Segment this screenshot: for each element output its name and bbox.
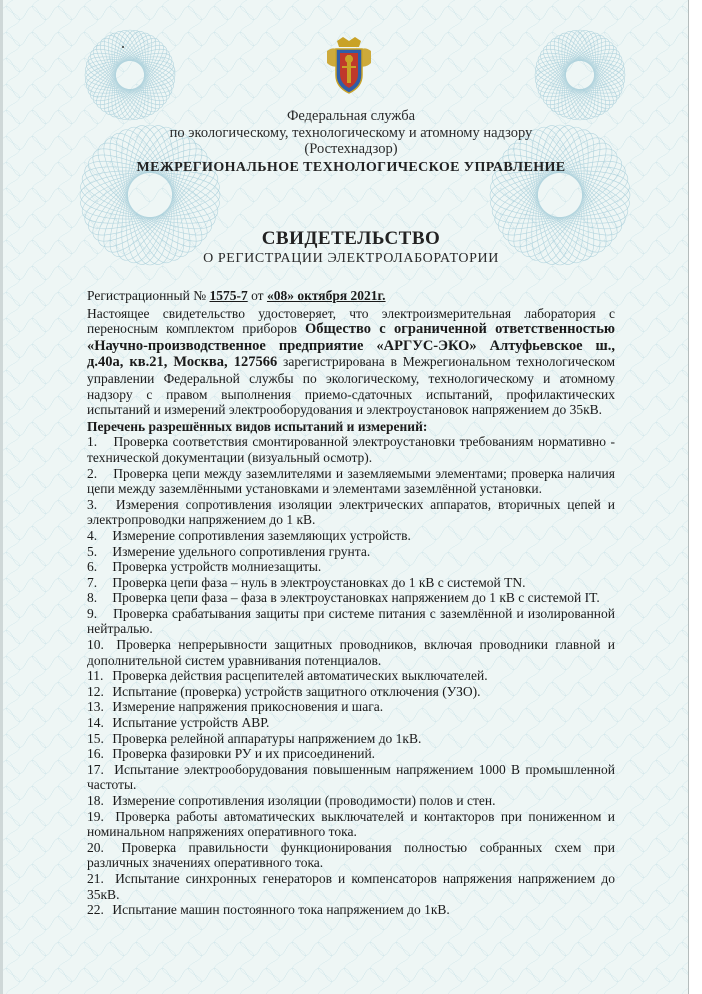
test-item (87, 497, 615, 528)
test-item-number: 11. (87, 668, 104, 684)
issuing-authority-header (0, 108, 702, 176)
test-item (87, 731, 615, 747)
test-item-number: 15. (87, 730, 104, 746)
test-item-text: Проверка правильности функционирования полностью собранных схем при различных значениях оперативного тока. (87, 839, 616, 871)
certificate-subtitle: О РЕГИСТРАЦИИ ЭЛЕКТРОЛАБОРАТОРИИ (203, 251, 499, 266)
test-item-text: Измерение сопротивления заземляющих устройств. (112, 527, 411, 543)
test-item (87, 684, 615, 700)
test-item (87, 544, 615, 560)
test-item-text: Проверка работы автоматических выключателей и контакторов при пониженном и номинальном напряжениях оперативного тока. (87, 808, 616, 840)
test-item-number: 16. (87, 746, 104, 762)
test-item-text: Проверка цепи фаза – нуль в электроустановках до 1 кВ с системой TN. (112, 574, 526, 590)
registration-line (87, 288, 615, 304)
test-item-number: 6. (87, 559, 98, 575)
test-item (87, 559, 615, 575)
test-item (87, 902, 615, 918)
test-item-number: 7. (87, 574, 98, 590)
test-item-text: Измерение сопротивления изоляции (проводимости) полов и стен. (112, 793, 496, 808)
test-item-number: 13. (87, 699, 104, 715)
tests-list (87, 434, 615, 917)
test-item-text: Проверка устройств молниезащиты. (112, 559, 322, 575)
test-item-text: Испытание синхронных генераторов и компенсаторов напряжения напряжением до 35кВ. (87, 870, 615, 902)
certificate-title: СВИДЕТЕЛЬСТВО (261, 228, 441, 249)
test-item-text: Проверка фазировки РУ и их присоединений. (112, 746, 376, 762)
test-item-text: Измерение напряжения прикосновения и шага. (112, 699, 384, 715)
statement-rest: зарегистрирована в Межрегиональном технологическом управлении Федеральной службы по экологическому, технологическому и атомному надзору с правом выполнения приемо-сдаточных испытаний, профилактических испытаний и измерений электрооборудования и электроустановок напряжением до 35кВ. (87, 354, 616, 418)
registration-from: от (251, 288, 264, 303)
test-item (87, 871, 615, 902)
test-item-text: Испытание машин постоянного тока напряжением до 1кВ. (112, 902, 450, 918)
certificate-body (87, 288, 615, 918)
test-item (87, 762, 615, 793)
test-item-text: Испытание электрооборудования повышенным напряжением 1000 В промышленной частоты. (87, 761, 615, 793)
test-item-text: Испытание устройств АВР. (112, 715, 270, 731)
rostekhnadzor-emblem-icon (323, 35, 375, 97)
test-item-text: Проверка цепи фаза – фаза в электроустановках напряжением до 1 кВ с системой IT. (112, 590, 600, 606)
test-item-number: 10. (87, 637, 104, 653)
tests-list-heading: Перечень разрешённых видов испытаний и измерений: (87, 418, 428, 434)
test-item-number: 20. (87, 839, 104, 855)
test-item-number: 14. (87, 715, 104, 731)
department-name: МЕЖРЕГИОНАЛЬНОЕ ТЕХНОЛОГИЧЕСКОЕ УПРАВЛЕНИЕ (136, 159, 566, 175)
test-item-text: Проверка цепи между заземлителями и заземляемыми элементами; проверка наличия цепи между заземлёнными установками и элементами заземлённой установки. (87, 465, 615, 497)
test-item-text: Проверка срабатывания защиты при системе питания с заземлённой и изолированной нейтралью. (87, 605, 615, 637)
certificate-title-block (0, 228, 702, 267)
test-item (87, 637, 615, 668)
test-item (87, 746, 615, 762)
test-item-number: 19. (87, 808, 104, 824)
test-item-text: Измерение удельного сопротивления грунта. (112, 543, 371, 559)
test-item (87, 715, 615, 731)
test-item-text: Измерения сопротивления изоляции электрических аппаратов, вторичных цепей и электропроводки напряжением до 1 кВ. (87, 496, 616, 528)
test-item-number: 5. (87, 543, 98, 559)
test-item-number: 3. (87, 496, 98, 512)
test-item-number: 22. (87, 902, 104, 918)
statement-intro: Настоящее свидетельство удостоверяет, что электроизмерительная лаборатория с переносным комплектом приборов (87, 305, 615, 337)
test-item-number: 2. (87, 465, 98, 481)
registration-number: 1575-7 (209, 288, 248, 303)
scan-speck (122, 46, 124, 48)
test-item (87, 528, 615, 544)
test-item-number: 8. (87, 590, 98, 606)
test-item (87, 668, 615, 684)
test-item-number: 4. (87, 527, 98, 543)
test-item-text: Проверка действия расцепителей автоматических выключателей. (112, 668, 488, 684)
agency-name-line1: Федеральная служба (286, 108, 416, 124)
test-item-number: 17. (87, 761, 104, 777)
test-item (87, 606, 615, 637)
test-item (87, 575, 615, 591)
test-item (87, 699, 615, 715)
test-item-number: 18. (87, 793, 104, 808)
test-item-text: Проверка соответствия смонтированной электроустановки требованиям нормативно - технической документации (визуальный осмотр). (87, 434, 616, 465)
test-item-text: Проверка релейной аппаратуры напряжением до 1кВ. (112, 730, 422, 746)
test-item (87, 590, 615, 606)
registration-label: Регистрационный № (87, 288, 207, 303)
organization-name: Общество с ограниченной ответственностью «Научно-производственное предприятие «АРГУС-ЭКО» Алтуфьевское ш., д.40а, кв.21, Москва, 127566 (87, 321, 615, 371)
test-item (87, 434, 615, 465)
test-item (87, 809, 615, 840)
test-item-number: 12. (87, 683, 104, 699)
certificate-statement (87, 306, 615, 418)
registration-date: «08» октября 2021г. (266, 288, 386, 303)
test-item (87, 840, 615, 871)
agency-short-name: (Ростехнадзор) (304, 141, 398, 157)
test-item-text: Проверка непрерывности защитных проводников, включая проводники главной и дополнительной систем уравнивания потенциалов. (87, 637, 616, 668)
agency-name-line2: по экологическому, технологическому и атомному надзору (169, 124, 533, 141)
test-item-number: 9. (87, 605, 98, 621)
test-item (87, 793, 615, 809)
test-item-text: Испытание (проверка) устройств защитного отключения (УЗО). (112, 683, 481, 699)
test-item-number: 21. (87, 870, 104, 886)
test-item-number: 1. (87, 434, 98, 450)
test-item (87, 466, 615, 497)
